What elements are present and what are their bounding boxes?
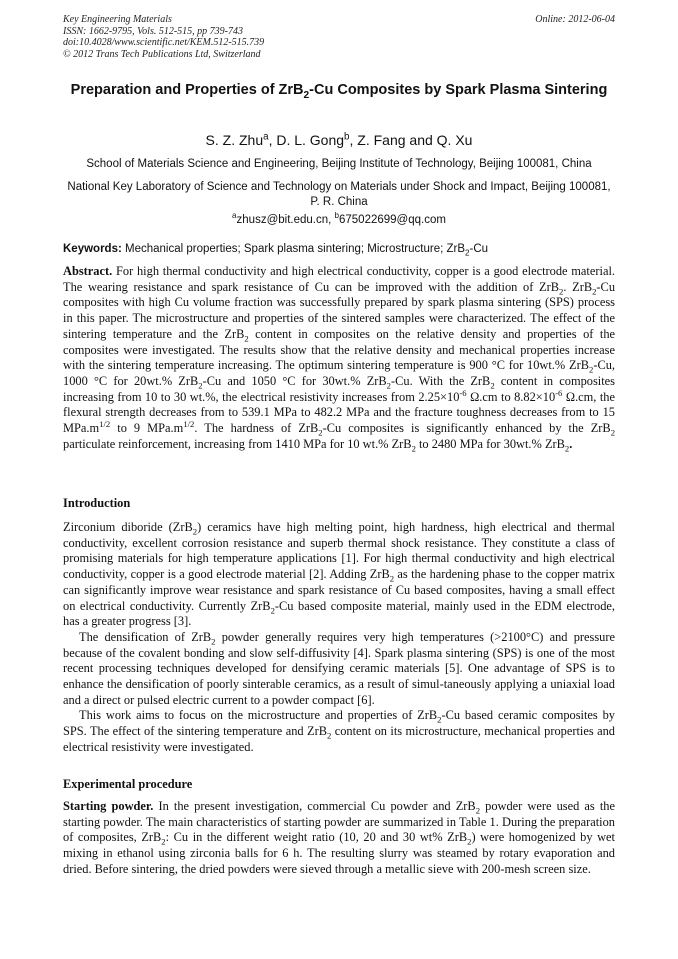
subscript: 2 [411, 443, 416, 454]
author-2-mark: b [344, 131, 350, 143]
exp-text: : Cu in the different weight ratio (10, 20 and 30 wt% ZrB [165, 830, 468, 845]
subscript: 2 [389, 573, 395, 584]
keywords-subscript: 2 [465, 248, 470, 258]
intro-text: -Cu based ceramic composites by SPS. The effect of the sintering temperature and ZrB [63, 708, 615, 739]
abstract-text: Ω.cm, the flexural strength decreases from to 539.1 MPa to 482.2 MPa and the fracture toughness decreases from to 15 MPa.m [63, 389, 615, 436]
superscript: -6 [555, 387, 563, 398]
subscript: 2 [270, 604, 275, 615]
intro-text: as the hardening phase to the copper matrix can significantly improve wear resistance and spark resistance of Cu based composites, having a small effect on electrical conductivity. Currently ZrB [63, 567, 615, 613]
email-line [63, 213, 615, 228]
intro-text: Zirconium diboride (ZrB [63, 520, 193, 534]
author-rest: , Z. Fang and Q. Xu [349, 132, 473, 148]
exp-text: In the present investigation, commercial Cu powder and ZrB [153, 799, 476, 813]
section-heading-introduction: Introduction [63, 496, 131, 510]
abstract-label: Abstract. [63, 264, 113, 278]
abstract-text: Ω.cm to 8.82×10 [466, 389, 556, 404]
starting-powder-label: Starting powder. [63, 799, 154, 813]
author-2: , D. L. Gong [268, 132, 345, 148]
intro-paragraph-1 [63, 520, 615, 630]
email-b[interactable]: 675022699@qq.com [339, 214, 446, 226]
subscript: 2 [592, 286, 597, 297]
copyright-line: © 2012 Trans Tech Publications Ltd, Switzerland [63, 48, 261, 60]
intro-paragraph-2 [63, 630, 615, 709]
exp-text: ) were homogenized by wet mixing in ethanol using zirconia balls for 6 h. The resulting slurry was steamed by rotary evaporation and dried. Before sintering, the dried powders were sieved through a metallic sieve with 200-mesh screen size. [63, 830, 615, 876]
abstract-text: . ZrB [563, 279, 593, 294]
keywords-end: -Cu [469, 243, 489, 255]
abstract-text: particulate reinforcement, increasing from 1410 MPa for 10 wt.% ZrB [63, 436, 412, 451]
email-b-mark: b [334, 211, 339, 221]
intro-text: The densification of ZrB [79, 629, 212, 644]
intro-text: -Cu based composite material, mainly used in the EDM electrode, has a greater progress [3]. [63, 598, 615, 629]
subscript: 2 [192, 526, 198, 537]
abstract-text: . The hardness of ZrB [194, 421, 319, 436]
subscript: 2 [467, 836, 472, 847]
exp-text: powder were used as the starting powder. The main characteristics of starting powder are summarized in Table 1. During the preparation of composites, ZrB [63, 799, 615, 845]
subscript: 2 [475, 805, 481, 816]
subscript: 2 [198, 380, 203, 391]
introduction-body [63, 520, 615, 756]
intro-text: content on its microstructure, mechanical properties and electrical resistivity were investigated. [63, 724, 615, 754]
abstract-text: to 9 MPa.m [110, 421, 184, 436]
subscript: 2 [588, 364, 594, 375]
superscript: -6 [459, 387, 467, 398]
abstract [63, 264, 615, 452]
title-text-2: -Cu Composites by Spark Plasma Sintering [309, 82, 608, 98]
intro-text: This work aims to focus on the microstructure and properties of ZrB [79, 708, 438, 723]
abstract-text: -Cu. With the ZrB [391, 373, 491, 388]
abstract-text: -Cu and 1050 °C for 30wt.% ZrB [202, 373, 387, 388]
exp-paragraph-1 [63, 799, 615, 878]
author-list [63, 131, 615, 149]
online-date: Online: 2012-06-04 [535, 14, 615, 25]
subscript: 2 [559, 286, 564, 297]
superscript: 1/2 [99, 418, 111, 429]
email-a[interactable]: zhusz@bit.edu.cn, [236, 214, 335, 226]
author-1-mark: a [263, 131, 269, 143]
abstract-text: -Cu, 1000 °C for 20wt.% ZrB [63, 358, 615, 388]
abstract-text: to 2480 MPa for 30wt.% ZrB [415, 436, 565, 451]
abstract-text: -Cu composites is significantly enhanced by the ZrB [322, 421, 611, 436]
title-text-1: Preparation and Properties of ZrB [70, 82, 304, 98]
intro-paragraph-3 [63, 708, 615, 755]
issn-line: ISSN: 1662-9795, Vols. 512-515, pp 739-743 [63, 25, 243, 37]
journal-header [63, 14, 615, 60]
experimental-body [63, 799, 615, 878]
intro-text: ) ceramics have high melting point, high hardness, high electrical and thermal conductivity, excellent corrosion resistance and superb thermal shock resistance. They constitute a class of promising materials for high temperature applications [1]. For high thermal conductivity and high electrical conductivity, copper is a good electrode material [2]. Adding ZrB [63, 520, 615, 582]
subscript: 2 [386, 380, 391, 391]
section-heading-experimental: Experimental procedure [63, 777, 193, 791]
subscript: 2 [318, 427, 323, 438]
author-1: S. Z. Zhu [205, 132, 264, 148]
keywords-text: Mechanical properties; Spark plasma sintering; Microstructure; ZrB [121, 243, 466, 255]
affiliation-2: National Key Laboratory of Science and Technology on Materials under Shock and Impact, Beijing 100081, P. R. China [67, 181, 611, 208]
subscript: 2 [244, 333, 249, 344]
paper-title [63, 80, 615, 100]
abstract-text: content in composites increasing from 10 to 30 wt.%, the electrical resistivity increases from 2.25×10 [63, 373, 616, 404]
subscript: 2 [490, 380, 495, 391]
doi-line: doi:10.4028/www.scientific.net/KEM.512-515.739 [63, 37, 265, 48]
keywords-label: Keywords: [63, 243, 122, 255]
abstract-text: content in composites on the relative density and properties of the composites were investigated. The results show that the relative density and mechanical properties increase with the sintering temperature increasing. The optimum sintering temperature is 900 °C for 10wt.% ZrB [63, 326, 616, 373]
subscript: 2 [437, 714, 442, 725]
email-a-mark: a [232, 211, 237, 221]
intro-text: powder generally requires very high temperatures (>2100°C) and pressure because of the covalent bonding and slow self-diffusivity [4]. Spark plasma sintering (SPS) is one of the most recent processing techniques developed for densifying ceramic materials [5]. One advantage of SPS is to enhance the densification of poorly sinterable ceramics, as a result of simul-taneously applying a uniaxial load and a direct or pulsed electric current to a powder compact [6]. [63, 629, 615, 707]
subscript: 2 [610, 427, 616, 438]
subscript: 2 [564, 443, 570, 454]
journal-name: Key Engineering Materials [63, 14, 172, 25]
subscript: 2 [326, 730, 332, 741]
abstract-text: For high thermal conductivity and high electrical conductivity, copper is a good electrode material. The wearing resistance and spark resistance of Cu can be improved with the addition of ZrB [63, 264, 615, 294]
keywords [63, 242, 615, 257]
affiliation-1: School of Materials Science and Engineering, Beijing Institute of Technology, Beijing 100081, China [86, 158, 592, 170]
subscript: 2 [161, 836, 166, 847]
title-subscript: 2 [303, 89, 310, 101]
subscript: 2 [211, 636, 216, 647]
superscript: 1/2 [183, 418, 195, 429]
abstract-text: . [569, 436, 573, 451]
abstract-text: -Cu composites with high Cu volume fraction was successfully prepared by spark plasma sintering (SPS) process in this paper. The microstructure and properties of the sintered samples were characterized. The effect of the sintering temperature and the ZrB [63, 279, 616, 341]
